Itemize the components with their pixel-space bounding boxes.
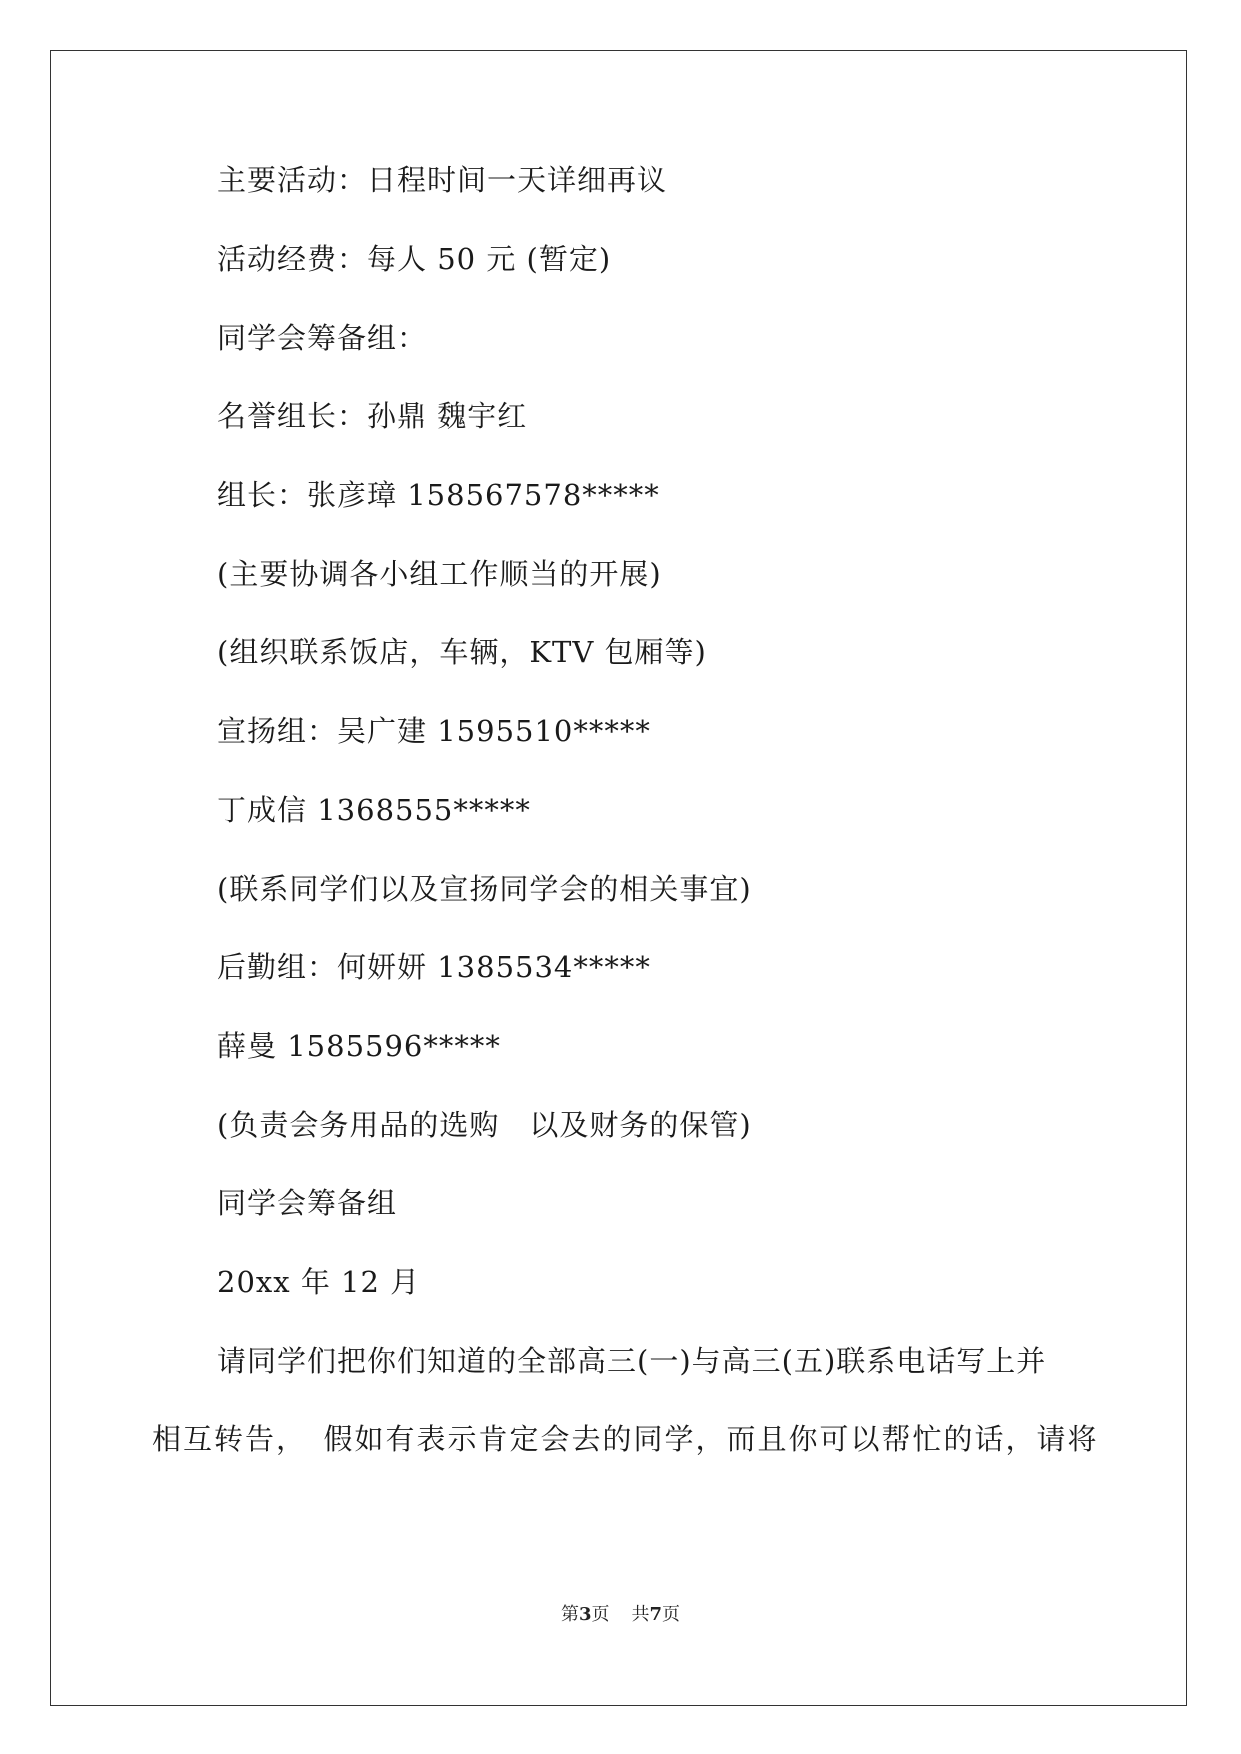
page-number-footer — [0, 1603, 1241, 1627]
page-total: 7 — [649, 1604, 663, 1625]
text-line-logistics-member: 薛曼 1585596***** — [217, 1029, 501, 1063]
text-line-leader-duty: (主要协调各小组工作顺当的开展) — [217, 557, 662, 591]
page-prefix: 第 — [560, 1604, 579, 1625]
text-line-signature: 同学会筹备组 — [217, 1186, 398, 1220]
text-line-publicity-duty: (联系同学们以及宣扬同学会的相关事宜) — [217, 872, 752, 906]
text-line-honorary-leaders: 名誉组长：孙鼎 魏宇红 — [217, 399, 528, 433]
text-line-request-2: 相互转告， 假如有表示肯定会去的同学，而且你可以帮忙的话，请将 — [152, 1422, 1099, 1456]
text-line-logistics-group: 后勤组：何妍妍 1385534***** — [217, 950, 651, 984]
text-line-date: 20xx 年 12 月 — [217, 1265, 421, 1299]
text-line-publicity-member: 丁成信 1368555***** — [217, 793, 531, 827]
text-line-committee-heading: 同学会筹备组： — [217, 321, 428, 355]
text-line-publicity-group: 宣扬组：吴广建 1595510***** — [217, 714, 651, 748]
text-line-activity: 主要活动：日程时间一天详细再议 — [217, 163, 668, 197]
page-suffix: 页 — [591, 1604, 610, 1625]
text-line-logistics-duty: (负责会务用品的选购 以及财务的保管) — [217, 1108, 752, 1142]
text-line-leader-duty-detail: (组织联系饭店，车辆，KTV 包厢等) — [217, 635, 707, 669]
total-suffix: 页 — [662, 1604, 681, 1625]
page-current: 3 — [578, 1604, 592, 1625]
text-line-fee: 活动经费：每人 50 元 (暂定) — [217, 242, 612, 276]
total-prefix: 共 — [631, 1604, 650, 1625]
text-line-leader: 组长：张彦璋 158567578***** — [217, 478, 660, 512]
text-line-request-1: 请同学们把你们知道的全部高三(一)与高三(五)联系电话写上并 — [217, 1344, 1047, 1378]
